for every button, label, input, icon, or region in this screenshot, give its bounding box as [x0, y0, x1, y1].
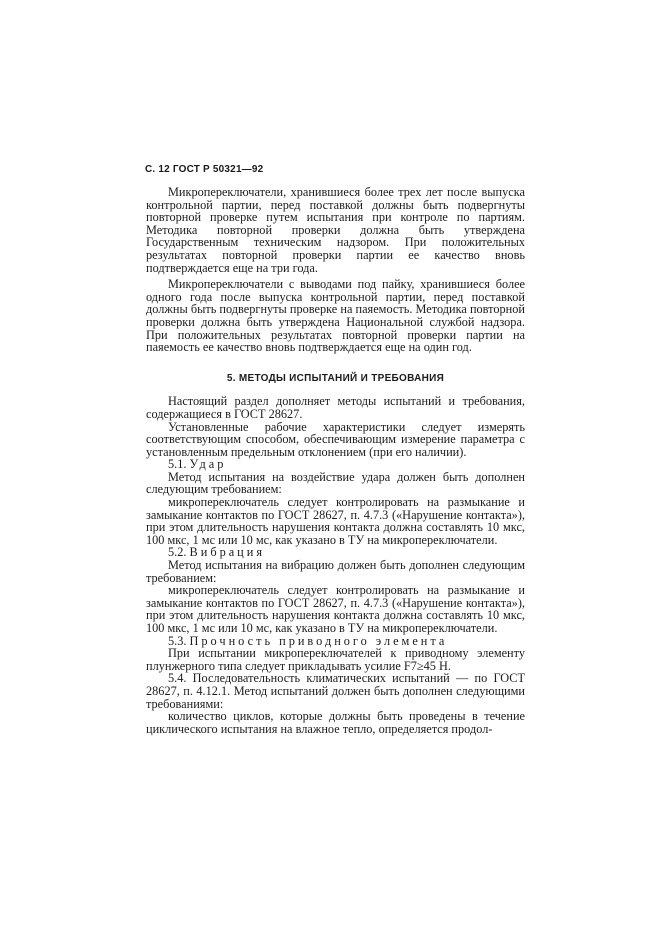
subsection-5-1-text: Метод испытания на воздействие удара должен быть дополнен следующим требованием:	[146, 469, 525, 497]
subsection-5-4-text: 5.4. Последовательность климатических испытаний — по ГОСТ 28627, п. 4.12.1. Метод испытаний должен быть дополнен следующими требованиями:	[146, 671, 525, 711]
section-5-heading: 5. МЕТОДЫ ИСПЫТАНИЙ И ТРЕБОВАНИЯ	[226, 372, 445, 384]
paragraph-solderability-recheck: Микропереключатели с выводами под пайку, хранившиеся более одного года после выпуска контрольной партии, перед поставкой должны быть подвергнуты проверке на паяемость. Методика повторной проверки должна быть утверждена Национальной службой надзора. При положительных результатах повторной проверки партии на паяемость ее качество вновь подтверждается еще на один год.	[146, 277, 525, 355]
subsection-5-2-text: Метод испытания на вибрацию должен быть дополнен следующим требованием:	[146, 558, 525, 585]
subsection-5-1-requirement: микропереключатель следует контролировать на размыкание и замыкание контактов по ГОСТ 28627, п. 4.7.3 («Нарушение контакта»), при этом длительность нарушения контакта должна составлять 10 мкс, 100 мкс, 1 мс или 10 мс, как указано в ТУ на микропереключатели.	[146, 495, 525, 547]
paragraph-characteristics: Установленные рабочие характеристики следует измерять соответствующим способом, обеспечивающим измерение параметра с установленным предельным отклонением (при его наличии).	[146, 419, 525, 459]
section-5-intro: Настоящий раздел дополняет методы испытаний и требования, содержащиеся в ГОСТ 28627.	[146, 394, 525, 421]
page-body	[146, 186, 525, 735]
subsection-5-1-title: Удар	[189, 457, 227, 472]
subsection-5-2-requirement: микропереключатель следует контролировать на размыкание и замыкание контактов по ГОСТ 28627, п. 4.7.3 («Нарушение контакта»), при этом длительность нарушения контакта должна составлять 10 мкс, 100 мкс, 1 мс или 10 мс, как указано в ТУ на микропереключатели.	[146, 583, 525, 635]
subsection-5-1-number: 5.1.	[168, 457, 187, 472]
subsection-5-3-text: При испытании микропереключателей к приводному элементу плунжерного типа следует прикладывать усилие F7≥45 Н.	[146, 646, 525, 673]
subsection-5-2-title: Вибрация	[189, 545, 265, 560]
running-header: С. 12 ГОСТ Р 50321—92	[145, 164, 264, 175]
subsection-5-1-heading	[146, 458, 525, 471]
subsection-5-3-title: Прочность приводного элемента	[189, 633, 448, 648]
subsection-5-2-number: 5.2.	[168, 545, 187, 560]
subsection-5-4-continued: количество циклов, которые должны быть проведены в течение циклического испытания на влажное тепло, определяется продол-	[146, 709, 525, 736]
paragraph-storage-recheck: Микропереключатели, хранившиеся более трех лет после выпуска контрольной партии, перед поставкой должны быть подвергнуты повторной проверке путем испытания при контроле по партиям. Методика повторной проверки должна быть утверждена Государственным техническим надзором. При положительных результатах повторной проверки партии ее качество вновь подтверждается еще на три года.	[146, 185, 525, 275]
subsection-5-3-number: 5.3.	[168, 633, 187, 648]
